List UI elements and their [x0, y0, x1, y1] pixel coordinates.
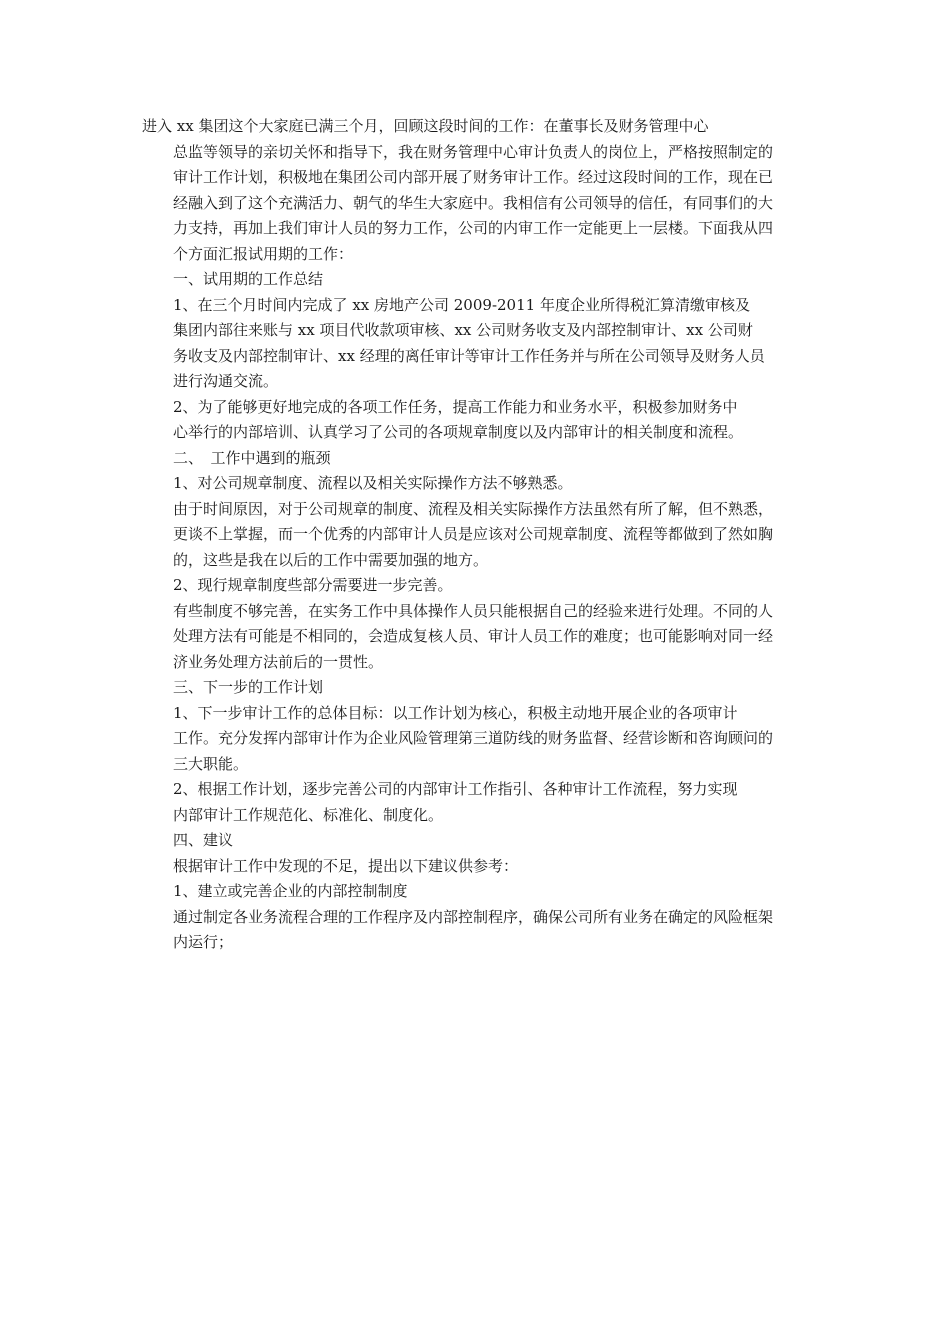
document-body [142, 114, 814, 956]
paragraph: 进行沟通交流。 [173, 372, 279, 390]
paragraph: 由于时间原因，对于公司规章的制度、流程及相关实际操作方法虽然有所了解，但不熟悉， [173, 499, 774, 518]
paragraph: 三、下一步的工作计划 [173, 678, 324, 696]
paragraph: 力支持，再加上我们审计人员的努力工作，公司的内审工作一定能更上一层楼。下面我从四 [173, 219, 774, 237]
paragraph: 进入 xx 集团这个大家庭已满三个月，回顾这段时间的工作：在董事长及财务管理中心 [142, 117, 709, 135]
paragraph: 更谈不上掌握，而一个优秀的内部审计人员是应该对公司规章制度、流程等都做到了然如胸 [173, 525, 774, 543]
paragraph: 1、对公司规章制度、流程以及相关实际操作方法不够熟悉。 [173, 474, 573, 492]
paragraph: 经融入到了这个充满活力、朝气的华生大家庭中。我相信有公司领导的信任，有同事们的大 [173, 193, 774, 212]
paragraph: 集团内部往来账与 xx 项目代收款项审核、xx 公司财务收支及内部控制审计、xx 公司财 [173, 321, 753, 339]
paragraph: 务收支及内部控制审计、xx 经理的离任审计等审计工作任务并与所在公司领导及财务人员 [173, 346, 765, 365]
paragraph: 1、下一步审计工作的总体目标：以工作计划为核心，积极主动地开展企业的各项审计 [173, 703, 738, 722]
paragraph: 三大职能。 [173, 754, 249, 773]
paragraph: 根据审计工作中发现的不足，提出以下建议供参考： [173, 856, 519, 875]
paragraph: 通过制定各业务流程合理的工作程序及内部控制程序，确保公司所有业务在确定的风险框架 [173, 907, 774, 926]
paragraph: 一、试用期的工作总结 [173, 270, 324, 288]
paragraph: 处理方法有可能是不相同的，会造成复核人员、审计人员工作的难度；也可能影响对同一经 [173, 627, 774, 645]
paragraph: 有些制度不够完善，在实务工作中具体操作人员只能根据自己的经验来进行处理。不同的人 [173, 601, 774, 620]
paragraph: 2、为了能够更好地完成的各项工作任务，提高工作能力和业务水平，积极参加财务中 [173, 397, 738, 416]
paragraph: 的，这些是我在以后的工作中需要加强的地方。 [173, 550, 489, 569]
paragraph: 1、建立或完善企业的内部控制制度 [173, 882, 408, 900]
paragraph: 心举行的内部培训、认真学习了公司的各项规章制度以及内部审计的相关制度和流程。 [173, 423, 744, 441]
paragraph: 二、 工作中遇到的瓶颈 [173, 448, 331, 467]
paragraph: 四、建议 [173, 831, 234, 849]
paragraph: 济业务处理方法前后的一贯性。 [173, 652, 384, 671]
paragraph: 工作。充分发挥内部审计作为企业风险管理第三道防线的财务监督、经营诊断和咨询顾问的 [173, 729, 774, 747]
paragraph: 2、根据工作计划，逐步完善公司的内部审计工作指引、各种审计工作流程，努力实现 [173, 780, 738, 798]
paragraph: 内运行； [173, 933, 234, 951]
paragraph: 个方面汇报试用期的工作： [173, 244, 354, 263]
paragraph: 2、现行规章制度些部分需要进一步完善。 [173, 576, 453, 594]
paragraph: 内部审计工作规范化、标准化、制度化。 [173, 805, 444, 824]
paragraph: 总监等领导的亲切关怀和指导下，我在财务管理中心审计负责人的岗位上，严格按照制定的 [173, 142, 774, 161]
paragraph: 1、在三个月时间内完成了 xx 房地产公司 2009-2011 年度企业所得税汇算清缴审核及 [173, 295, 750, 314]
paragraph: 审计工作计划，积极地在集团公司内部开展了财务审计工作。经过这段时间的工作，现在已 [173, 168, 774, 186]
